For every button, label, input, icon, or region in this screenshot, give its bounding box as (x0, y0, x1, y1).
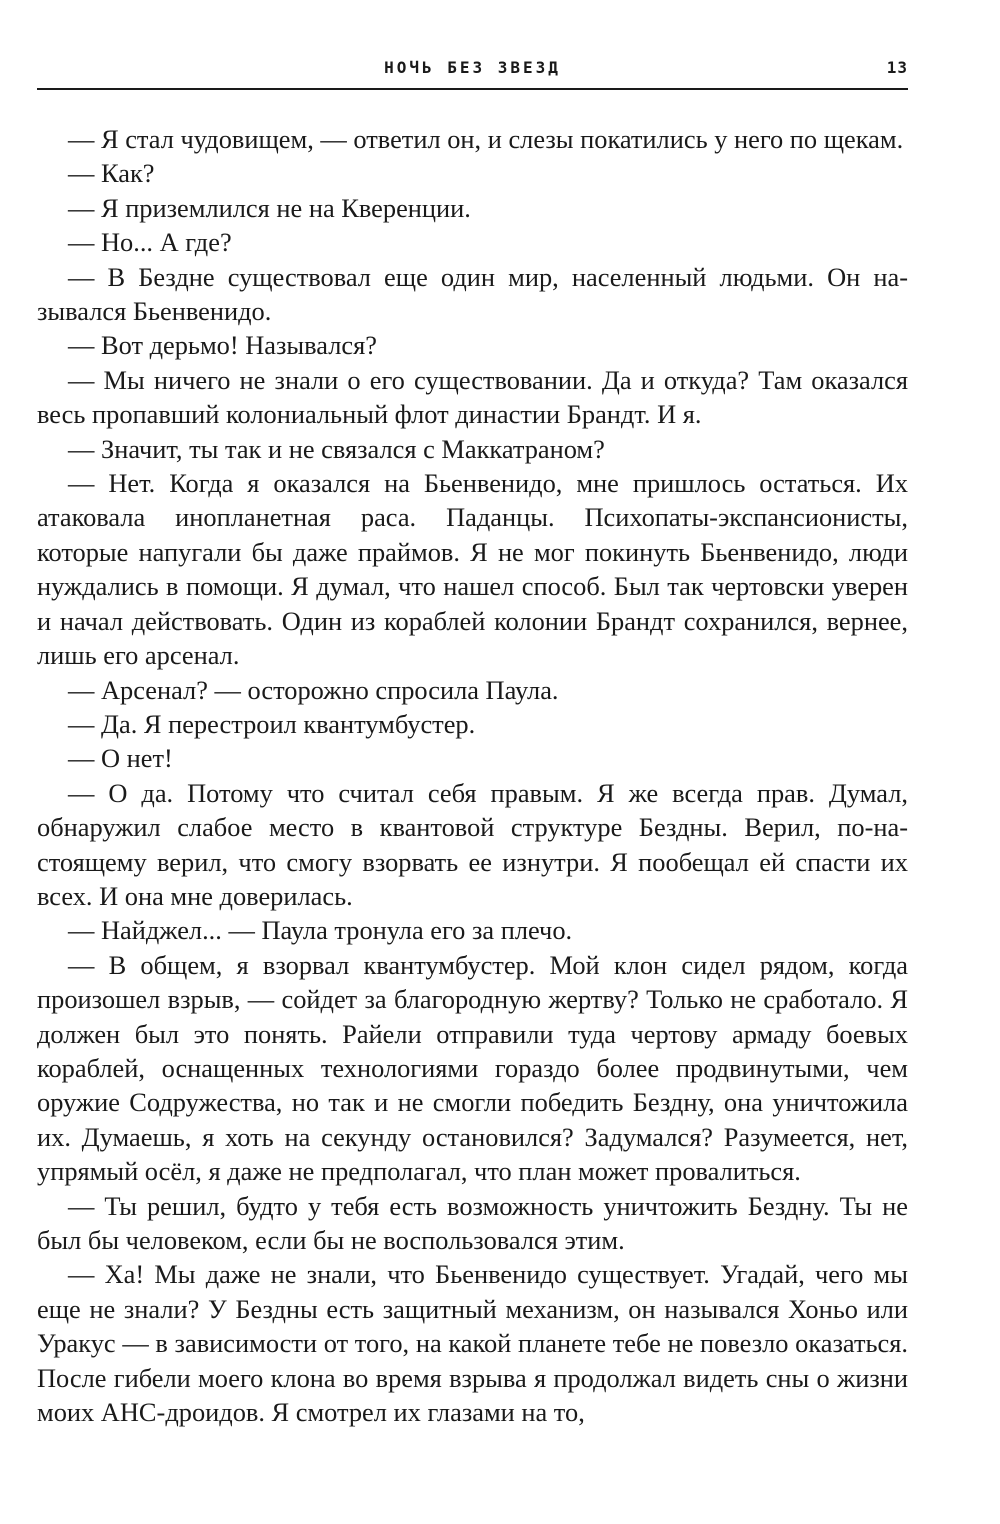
paragraph-1: — Я стал чудовищем, — ответил он, и слезы покатились у него по щекам. (68, 124, 904, 154)
paragraph-10: — Арсенал? — осторожно спросила Паула. (68, 674, 559, 705)
paragraph-3: — Я приземлился не на Кверенции. (68, 192, 471, 223)
paragraph-13: — О да. Потому что считал себя правым. Я же всегда прав. Думал, обнаружил слабое место в квантовой структуре Бездны. Верил, по-настоящему верил, что смогу взорвать ее изнутри. Я пообещал ей спасти их всех. И она мне доверилась. (37, 777, 908, 911)
paragraph-4: — Но... А где? (68, 227, 232, 258)
text-body (37, 122, 908, 1429)
running-title: НОЧЬ БЕЗ ЗВЕЗД (384, 58, 561, 77)
paragraph-14: — Найджел... — Паула тронула его за плечо. (68, 915, 573, 946)
paragraph-7: — Мы ничего не знали о его существовании. Да и откуда? Там оказался весь пропавший колониальный флот династии Брандт. И я. (37, 364, 908, 430)
paragraph-6: — Вот дерьмо! Назывался? (68, 330, 377, 361)
paragraph-11: — Да. Я перестроил квантумбустер. (68, 708, 476, 739)
paragraph-16: — Ты решил, будто у тебя есть возможность уничтожить Бездну. Ты не был бы человеком, если бы не воспользовался этим. (37, 1190, 908, 1255)
paragraph-17: — Ха! Мы даже не знали, что Бьенвенидо существует. Угадай, чего мы еще не знали? У Бездны есть защитный механизм, он назывался Хоньо или Уракус — в зависимости от того, на какой планете тебе не повезло оказаться. После гибели моего клона во время взрыва я продолжал видеть сны о жизни моих АНС-дроидов. Я смотрел их глазами на то, (37, 1259, 908, 1428)
paragraph-2: — Как? (68, 158, 155, 189)
paragraph-15: — В общем, я взорвал квантумбустер. Мой клон сидел рядом, когда произошел взрыв, — сойдет за благородную жертву? Только не сработало. Я должен был это понять. Райели отправили туда чертову армаду боевых кораблей, оснащенных технологиями гораздо более продвинутыми, чем оружие Содружества, но так и не смогли победить Бездну, она уничтожила их. Думаешь, я хоть на секунду остановился? Задумался? Разумеется, нет, упрямый осёл, я даже не предполагал, что план может провалиться. (37, 949, 908, 1187)
paragraph-9: — Нет. Когда я оказался на Бьенвенидо, мне пришлось остаться. Их атаковала инопланетная раса. Паданцы. Психопаты-экспансионисты, которые напугали бы даже праймов. Я не мог покинуть Бьенвенидо, люди нуждались в помощи. Я думал, что нашел способ. Был так чертовски уверен и начал действовать. Один из кораблей колонии Брандт сохранился, вернее, лишь его арсенал. (37, 468, 908, 671)
page-header (37, 56, 908, 90)
paragraph-5: — В Бездне существовал еще один мир, населенный людьми. Он назывался Бьенвенидо. (37, 261, 908, 327)
page-number: 13 (886, 58, 908, 77)
paragraph-12: — О нет! (68, 743, 173, 774)
paragraph-8: — Значит, ты так и не связался с Маккатраном? (68, 433, 605, 464)
